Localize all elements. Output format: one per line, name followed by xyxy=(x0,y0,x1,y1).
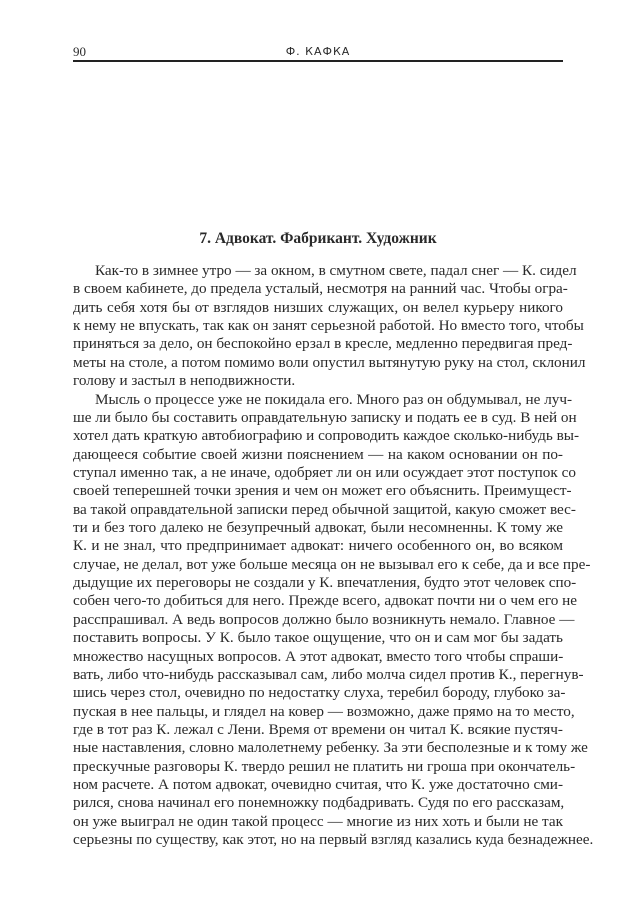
running-title: Ф. КАФКА xyxy=(285,45,351,58)
text-line: К. и не знал, что предпринимает адвокат: ничего особенного он, во всяком xyxy=(73,537,563,555)
text-line: поставить вопросы. У К. было такое ощущение, что он и сам мог бы задать xyxy=(73,629,563,647)
text-line: расспрашивал. А ведь вопросов должно было возникнуть немало. Главное — xyxy=(73,610,575,628)
page-header xyxy=(73,44,563,60)
text-line: рился, снова начинал его понемножку подбадривать. Судя по его рассказам, xyxy=(73,794,565,812)
text-line: дыдущие их переговоры не создали у К. впечатления, будто этот человек спо- xyxy=(73,574,577,592)
text-line: ные наставления, словно малолетнему ребенку. За эти бесполезные и к тому же xyxy=(73,739,588,757)
text-line: дающееся событие своей жизни пояснением — на каком основании он по- xyxy=(73,445,563,463)
text-line: к нему не впускать, так как он занят серьезной работой. Но вместо того, чтобы xyxy=(73,317,584,335)
text-line: Мысль о процессе уже не покидала его. Много раз он обдумывал, не луч- xyxy=(95,390,573,408)
text-line: голову и застыл в неподвижности. xyxy=(73,372,296,390)
body-text xyxy=(73,262,594,850)
text-line: ном расчете. А потом адвокат, очевидно считая, что К. уже достаточно сми- xyxy=(73,776,563,794)
text-line: шись через стол, очевидно по недостатку слуха, теребил бороду, глубоко за- xyxy=(73,684,566,702)
text-line: Как-то в зимнее утро — за окном, в смутном свете, падал снег — К. сидел xyxy=(95,262,577,279)
paragraph xyxy=(73,262,586,391)
text-line: дить себя хотя бы от взглядов низших служащих, он велел курьеру никого xyxy=(73,298,563,316)
text-line: ти и без того далеко не безупречный адвокат, были несомненны. К тому же xyxy=(73,519,563,537)
page-number: 90 xyxy=(73,44,86,59)
text-line: где в тот раз К. лежал с Лени. Время от времени он читал К. всякие пустяч- xyxy=(73,720,563,738)
text-line: он уже выиграл не один такой процесс — многие из них хоть и были не так xyxy=(73,812,563,830)
text-line: в своем кабинете, до предела усталый, несмотря на ранний час. Чтобы огра- xyxy=(73,280,568,298)
text-line: ступал именно так, а не иначе, одобряет ли он или осуждает этот поступок со xyxy=(73,463,576,481)
text-line: прескучные разговоры К. твердо решил не платить ни гроша при окончатель- xyxy=(73,757,576,775)
text-line: хотел дать краткую автобиографию и сопроводить каждое сколько-нибудь вы- xyxy=(73,427,580,445)
text-line: множество насущных вопросов. А этот адвокат, вместо того чтобы спраши- xyxy=(73,647,564,665)
text-line: ва такой оправдательной записки перед обычной защитой, какую сможет вес- xyxy=(73,500,576,518)
header-rule xyxy=(73,60,563,62)
text-line: приняться за дело, он беспокойно ерзал в кресле, медленно передвигая пред- xyxy=(73,335,573,353)
paragraph xyxy=(73,390,594,850)
text-line: собен чего-то добиться для него. Прежде всего, адвокат почти ни о чем его не xyxy=(73,592,578,610)
text-line: серьезны по существу, как этот, но на первый взгляд казались куда безнадежнее. xyxy=(73,831,594,849)
text-line: вать, либо что-нибудь рассказывал сам, либо молча сидел против К., перегнув- xyxy=(73,665,584,683)
text-line: случае, не делал, вот уже больше месяца он не вызывал его к себе, да и все пре- xyxy=(73,555,591,573)
text-line: своей теперешней точки зрения и чем он может его объяснить. Преимущест- xyxy=(73,482,572,500)
text-line: ше ли было бы составить оправдательную записку и подать ее в суд. В ней он xyxy=(73,408,577,426)
chapter-title: 7. Адвокат. Фабрикант. Художник xyxy=(199,230,437,247)
text-line: меты на столе, а потом помимо воли опустил вытянутую руку на стол, склонил xyxy=(73,353,586,371)
text-line: пуская в нее пальцы, и глядел на ковер — возможно, даже прямо на то место, xyxy=(73,702,575,720)
